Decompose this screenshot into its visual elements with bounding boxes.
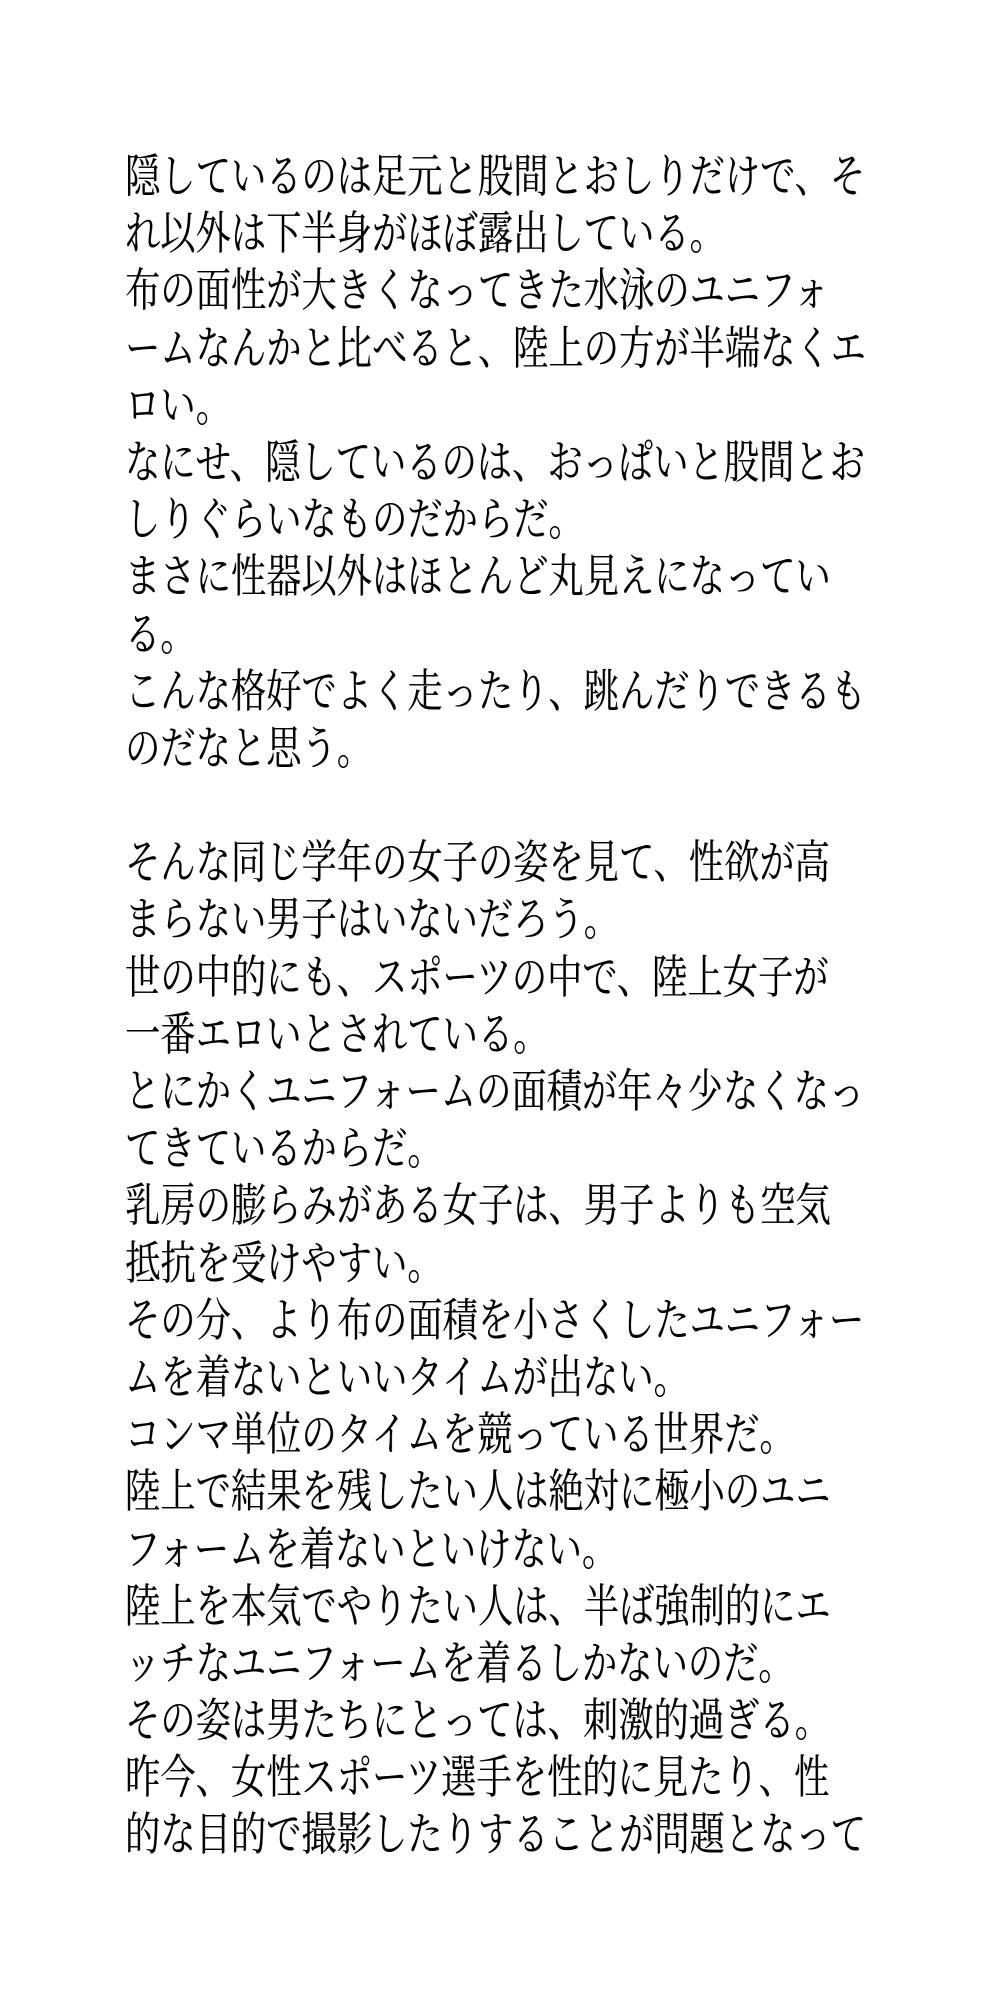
text-line: 一番エロいとされている。 xyxy=(125,1008,549,1060)
text-line: 乳房の膨らみがある女子は、男子よりも空気 xyxy=(125,1180,831,1232)
text-line: まらない男子はいないだろう。 xyxy=(125,894,619,946)
text-line: ッチなユニフォームを着るしかないのだ。 xyxy=(125,1637,794,1689)
text-line: しりぐらいなものだからだ。 xyxy=(125,494,584,546)
text-line: れ以外は下半身がほぼ露出している。 xyxy=(125,208,725,260)
text-line: 布の面性が大きくなってきた水泳のユニフォ xyxy=(125,265,829,317)
blank-line xyxy=(125,777,1000,834)
text-line: まさに性器以外はほとんど丸見えになってい xyxy=(125,551,831,603)
text-line: そんな同じ学年の女子の姿を見て、性欲が高 xyxy=(125,837,830,889)
text-line: なにせ、隠しているのは、おっぱいと股間とお xyxy=(125,436,865,488)
text-line: 隠しているのは足元と股間とおしりだけで、そ xyxy=(125,151,866,202)
text-line: 世の中的にも、スポーツの中で、陸上女子が xyxy=(125,951,829,1003)
text-line: 陸上で結果を残したい人は絶対に極小のユニ xyxy=(125,1466,831,1518)
text-line: 的な目的で撮影したりすることが問題となって xyxy=(125,1809,866,1861)
text-line: コンマ単位のタイムを競っている世界だ。 xyxy=(125,1409,795,1461)
text-line: その姿は男たちにとっては、刺激的過ぎる。 xyxy=(125,1695,830,1747)
text-line: こんな格好でよく走ったり、跳んだりできるも xyxy=(125,665,866,717)
text-line: る。 xyxy=(125,608,196,660)
text-line: 抵抗を受けやすい。 xyxy=(125,1237,443,1289)
text-line: てきているからだ。 xyxy=(125,1123,443,1175)
text-line: ロい。 xyxy=(125,379,231,431)
text-line: フォームを着ないといけない。 xyxy=(125,1523,618,1575)
text-line: その分、より布の面積を小さくしたユニフォー xyxy=(125,1294,865,1346)
text-line: ムを着ないといいタイムが出ない。 xyxy=(125,1351,689,1403)
novel-text-body xyxy=(125,148,1000,1864)
text-line: とにかくユニフォームの面積が年々少なくなっ xyxy=(125,1066,865,1117)
text-line: 陸上を本気でやりたい人は、半ば強制的にエ xyxy=(125,1580,831,1632)
text-line: 昨今、女性スポーツ選手を性的に見たり、性 xyxy=(125,1752,830,1804)
text-line: ームなんかと比べると、陸上の方が半端なくエ xyxy=(125,322,866,374)
text-line: のだなと思う。 xyxy=(125,722,372,774)
